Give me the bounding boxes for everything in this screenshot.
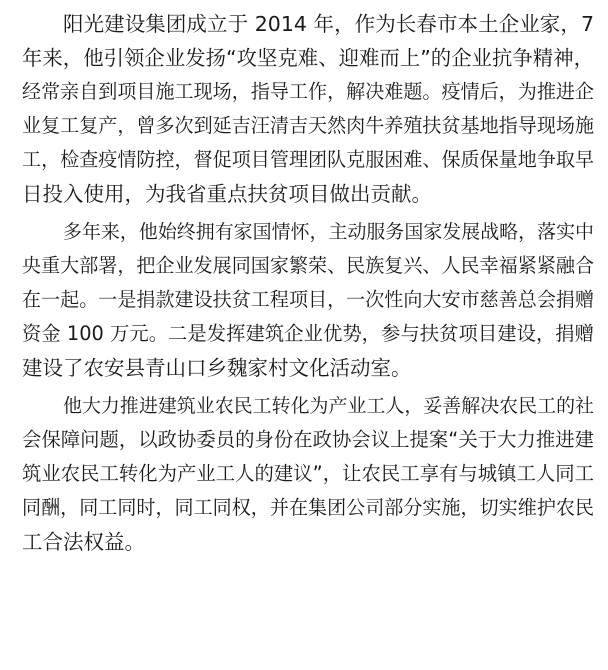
text-line: 工，检查疫情防控，督促项目管理团队克服困难、保质保量地争取早 bbox=[22, 149, 594, 171]
paragraph-1 bbox=[22, 7, 594, 211]
paragraph-3 bbox=[22, 389, 594, 559]
text-line: 日投入使用，为我省重点扶贫项目做出贡献。 bbox=[22, 182, 432, 206]
text-line: 同酬，同工同时，同工同权，并在集团公司部分实施，切实维护农民 bbox=[22, 497, 594, 519]
article-body bbox=[22, 7, 594, 563]
text-line: 他大力推进建筑业农民工转化为产业工人，妥善解决农民工的社 bbox=[63, 395, 594, 417]
text-line: 多年来，他始终拥有家国情怀，主动服务国家发展战略，落实中 bbox=[63, 221, 594, 243]
paragraph-2 bbox=[22, 215, 594, 385]
text-line: 在一起。一是捐款建设扶贫工程项目，一次性向大安市慈善总会捐赠 bbox=[22, 289, 594, 311]
text-line: 工合法权益。 bbox=[22, 530, 145, 554]
text-line: 筑业农民工转化为产业工人的建议”，让农民工享有与城镇工人同工 bbox=[22, 462, 594, 485]
text-line: 年来，他引领企业发扬“攻坚克难、迎难而上”的企业抗争精神， bbox=[22, 46, 594, 70]
text-line: 阳光建设集团成立于 2014 年，作为长春市本土企业家，7 bbox=[63, 12, 594, 36]
text-line: 建设了农安县青山口乡魏家村文化活动室。 bbox=[22, 356, 412, 380]
text-line: 经常亲自到项目施工现场，指导工作，解决难题。疫情后，为推进企 bbox=[22, 81, 594, 103]
text-line: 央重大部署，把企业发展同国家繁荣、民族复兴、人民幸福紧紧融合 bbox=[22, 255, 594, 277]
text-line: 会保障问题，以政协委员的身份在政协会议上提案“关于大力推进建 bbox=[22, 428, 594, 451]
text-line: 资金 100 万元。二是发挥建筑企业优势，参与扶贫项目建设，捐赠 bbox=[22, 322, 594, 345]
text-line: 业复工复产，曾多次到延吉汪清吉天然肉牛养殖扶贫基地指导现场施 bbox=[22, 115, 594, 137]
